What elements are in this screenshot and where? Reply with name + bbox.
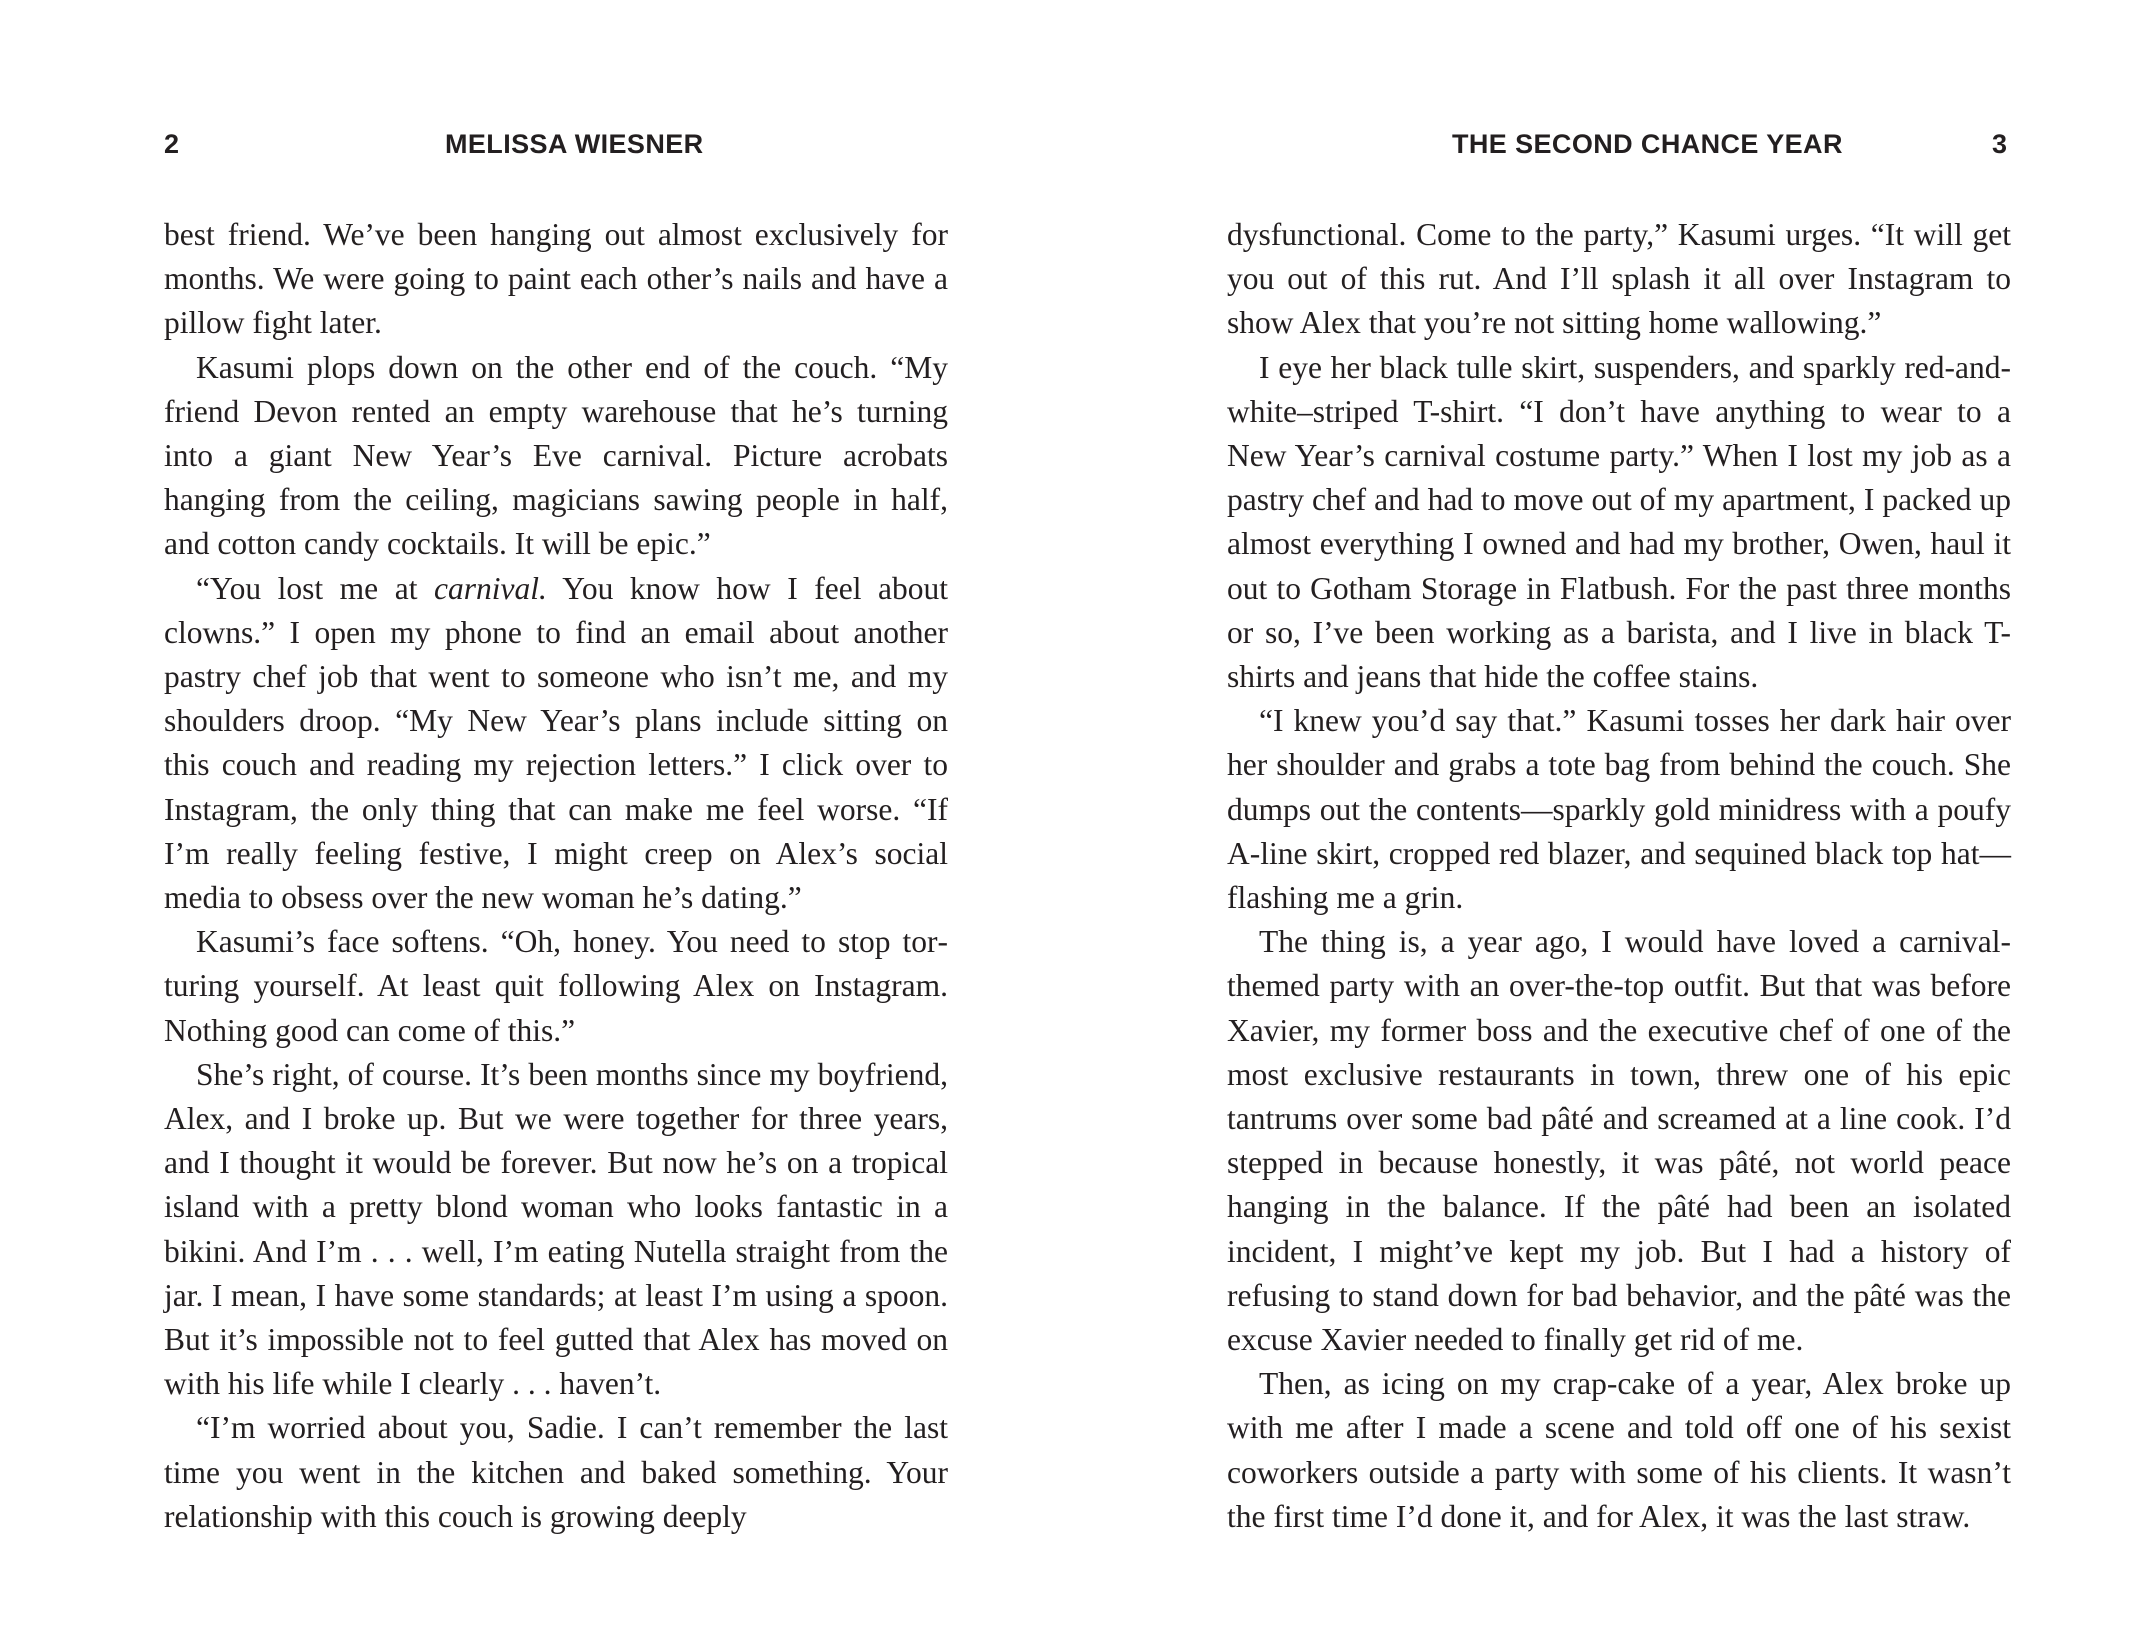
body-text [164, 213, 948, 1539]
paragraph: The thing is, a year ago, I would have loved a carnival-themed party with an over-the-top outfit. But that was before Xavier, my former boss and the executive chef of one of the most exclusive restaurants in town, threw one of his epic tantrums over some bad pâté and screamed at a line cook. I’d stepped in because honestly, it was pâté, not world peace hanging in the balance. If the pâté had been an isolated incident, I might’ve kept my job. But I had a history of refusing to stand down for bad behavior, and the pâté was the excuse Xavier needed to finally get rid of me. [1227, 924, 2011, 1358]
paragraph: I eye her black tulle skirt, suspenders, and sparkly red-and-white–striped T-shirt. “I don’t have anything to wear to a New Year’s carnival costume party.” When I lost my job as a pastry chef and had to move out of my apartment, I packed up almost everything I owned and had my brother, Owen, haul it out to Gotham Storage in Flatbush. For the past three months or so, I’ve been working as a barista, and I live in black T-shirts and jeans that hide the coffee stains. [1227, 349, 2011, 695]
paragraph: She’s right, of course. It’s been months since my boyfriend, Alex, and I broke up. But we were together for three years, and I thought it would be forever. But now he’s on a tropical island with a pretty blond woman who looks fantastic in a bikini. And I’m . . . well, I’m eating Nutella straight from the jar. I mean, I have some standards; at least I’m using a spoon. But it’s impossible not to feel gutted that Alex has moved on with his life while I clearly . . . haven’t. [164, 1056, 948, 1402]
running-head-title: THE SECOND CHANCE YEAR [1452, 129, 1843, 159]
paragraph [164, 567, 948, 921]
paragraph: Kasumi’s face softens. “Oh, honey. You need to stop torturing yourself. At least quit following Alex on Instagram. Nothing good can come of this.” [164, 924, 948, 1048]
page-number: 2 [164, 129, 180, 159]
paragraph: “I’m worried about you, Sadie. I can’t remember the last time you went in the kitchen and baked something. Your relationship with this couch is growing deeply [164, 1410, 948, 1534]
paragraph: Kasumi plops down on the other end of the couch. “My friend Devon rented an empty warehouse that he’s turning into a giant New Year’s Eve carnival. Picture acrobats hanging from the ceiling, magicians sawing people in half, and cotton candy cocktails. It will be epic.” [164, 349, 948, 562]
running-head-author: MELISSA WIESNER [445, 129, 704, 159]
paragraph: Then, as icing on my crap-cake of a year, Alex broke up with me after I made a scene and told off one of his sexist coworkers outside a party with some of his clients. It wasn’t the first time I’d done it, and for Alex, it was the last straw. [1227, 1366, 2011, 1534]
right-page [1075, 0, 2150, 1650]
paragraph-text: You know how I feel about clowns.” I open my phone to find an email about another pastry chef job that went to someone who isn’t me, and my shoulders droop. “My New Year’s plans include sitting on this couch and reading my rejection letters.” I click over to Instagram, the only thing that can make me feel worse. “If I’m really feeling festive, I might creep on Alex’s social media to obsess over the new woman he’s dating.” [164, 570, 948, 916]
paragraph: “I knew you’d say that.” Kasumi tosses her dark hair over her shoulder and grabs a tote bag from behind the couch. She dumps out the contents—sparkly gold minidress with a poufy A-line skirt, cropped red blazer, and sequined black top hat—flashing me a grin. [1227, 703, 2011, 916]
body-text [1227, 213, 2011, 1539]
paragraph: dysfunctional. Come to the party,” Kasumi urges. “It will get you out of this rut. And I’ll splash it all over Instagram to show Alex that you’re not sitting home wallowing.” [1227, 217, 2011, 341]
emphasis-text: carnival. [434, 570, 547, 606]
paragraph: best friend. We’ve been hanging out almost exclusively for months. We were going to paint each other’s nails and have a pillow fight later. [164, 217, 948, 341]
paragraph-text: “You lost me at [196, 570, 434, 606]
page-number: 3 [1992, 129, 2008, 159]
